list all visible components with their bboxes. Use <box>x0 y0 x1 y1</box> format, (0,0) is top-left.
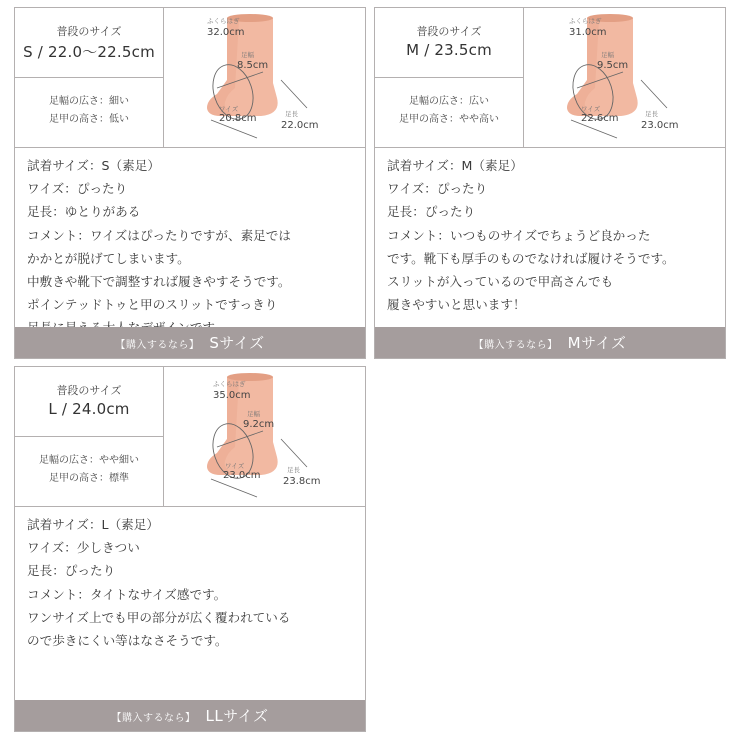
comment-line: ワイズ：少しきつい <box>27 540 140 556</box>
card-header <box>15 8 365 148</box>
foot-icon <box>525 8 725 147</box>
foot-icon <box>165 367 365 506</box>
foot-width-text: 足幅の広さ：細い <box>49 96 129 107</box>
width-label: ワイズ <box>225 462 245 470</box>
usual-size-caption: 普段のサイズ <box>416 25 482 38</box>
instep-label: 足幅 <box>601 51 614 59</box>
recommended-size: Mサイズ <box>567 334 627 352</box>
buy-prefix: 【購入するなら】 <box>115 340 200 351</box>
review-card-l <box>14 366 366 732</box>
foot-measurement-diagram <box>165 367 365 506</box>
calf-label: ふくらはぎ <box>213 380 246 388</box>
comment-line: です。靴下も厚手のものでなければ履けそうです。 <box>387 250 675 266</box>
calf-value: 35.0cm <box>213 390 251 401</box>
length-label: 足長 <box>645 110 658 118</box>
width-value: 20.8cm <box>219 113 257 124</box>
foot-measurement-diagram <box>165 8 365 147</box>
width-value: 23.0cm <box>223 470 261 481</box>
width-value: 22.6cm <box>581 113 619 124</box>
buy-prefix: 【購入するなら】 <box>473 340 558 351</box>
review-card-s <box>14 7 366 359</box>
instep-label: 足幅 <box>247 410 260 418</box>
comment-line: スリットが入っているので甲高さんでも <box>387 274 614 290</box>
usual-size-value: L / 24.0cm <box>48 400 130 418</box>
comment-line: ワイズ：ぴったり <box>387 181 488 197</box>
comment-line: ポインテッドトゥと甲のスリットですっきり <box>27 297 278 313</box>
comment-line: かかとが脱げてしまいます。 <box>27 250 190 266</box>
usual-size-caption: 普段のサイズ <box>56 384 122 397</box>
length-label: 足長 <box>285 110 298 118</box>
comment-line: 足長：ぴったり <box>387 204 476 220</box>
foot-type <box>15 452 163 488</box>
review-comments <box>387 154 719 316</box>
recommended-size-bar <box>15 327 365 358</box>
usual-size-box <box>375 8 523 78</box>
comment-line: 試着サイズ：L（素足） <box>27 517 159 532</box>
recommended-size-bar <box>15 700 365 731</box>
foot-type <box>15 93 163 129</box>
comment-line: 中敷きや靴下で調整すれば履きやすそうです。 <box>27 274 291 290</box>
recommended-size: Sサイズ <box>209 334 265 352</box>
foot-type <box>375 93 523 129</box>
instep-value: 9.5cm <box>597 60 629 71</box>
usual-size-value: S / 22.0〜22.5cm <box>23 43 155 61</box>
card-header <box>15 367 365 507</box>
instep-value: 9.2cm <box>243 419 275 430</box>
comment-line: 足長：ゆとりがある <box>27 204 141 220</box>
comment-line: コメント：タイトなサイズ感です。 <box>27 586 227 602</box>
foot-measurement-diagram <box>525 8 725 147</box>
width-label: ワイズ <box>219 105 239 113</box>
recommended-size-bar <box>375 327 725 358</box>
foot-width-text: 足幅の広さ：広い <box>409 96 489 107</box>
calf-label: ふくらはぎ <box>569 17 602 25</box>
comment-line: ワンサイズ上でも甲の部分が広く覆われている <box>27 609 291 625</box>
length-value: 22.0cm <box>281 120 319 131</box>
review-comments <box>27 513 359 652</box>
review-comments <box>27 154 359 340</box>
usual-size-box <box>15 367 163 437</box>
card-header <box>375 8 725 148</box>
instep-label: 足幅 <box>241 51 254 59</box>
foot-width-text: 足幅の広さ：やや細い <box>39 455 139 466</box>
usual-size-box <box>15 8 163 78</box>
instep-height-text: 足甲の高さ：標準 <box>49 473 129 484</box>
instep-height-text: 足甲の高さ：低い <box>49 114 129 125</box>
comment-line: 履きやすいと思います！ <box>387 297 526 313</box>
instep-value: 8.5cm <box>237 60 269 71</box>
comment-line: コメント：ワイズはぴったりですが、素足では <box>27 227 291 243</box>
calf-value: 31.0cm <box>569 27 607 38</box>
comment-line: 試着サイズ：S（素足） <box>27 158 160 173</box>
review-card-m <box>374 7 726 359</box>
length-value: 23.8cm <box>283 476 321 487</box>
length-value: 23.0cm <box>641 120 679 131</box>
calf-value: 32.0cm <box>207 27 245 38</box>
instep-height-text: 足甲の高さ：やや高い <box>399 114 499 125</box>
size-info <box>15 367 164 506</box>
width-label: ワイズ <box>581 105 601 113</box>
usual-size-value: M / 23.5cm <box>406 41 492 59</box>
buy-prefix: 【購入するなら】 <box>111 713 196 724</box>
comment-line: ので歩きにくい等はなさそうです。 <box>27 633 228 649</box>
comment-line: コメント：いつものサイズでちょうど良かった <box>387 227 651 243</box>
foot-icon <box>165 8 365 147</box>
usual-size-caption: 普段のサイズ <box>56 25 122 38</box>
recommended-size: LLサイズ <box>205 707 269 725</box>
size-info <box>375 8 524 147</box>
comment-line: 足長：ぴったり <box>27 563 116 579</box>
calf-label: ふくらはぎ <box>207 17 240 25</box>
comment-line: ワイズ：ぴったり <box>27 181 128 197</box>
size-info <box>15 8 164 147</box>
comment-line: 試着サイズ：M（素足） <box>387 158 523 173</box>
length-label: 足長 <box>287 466 300 474</box>
